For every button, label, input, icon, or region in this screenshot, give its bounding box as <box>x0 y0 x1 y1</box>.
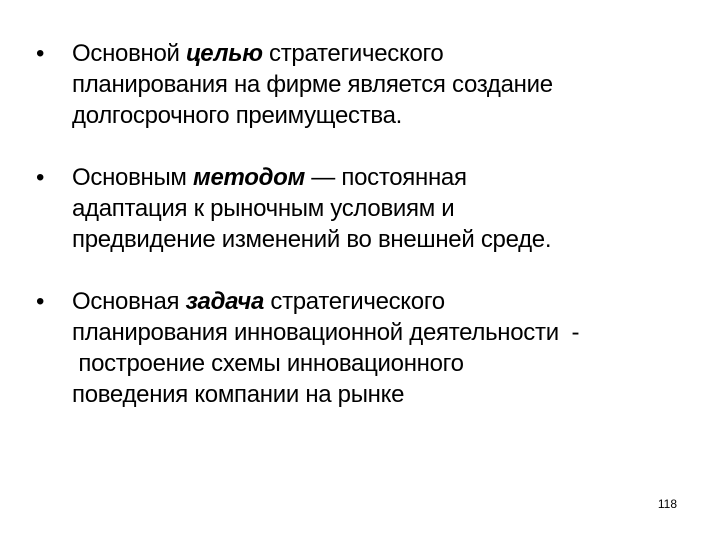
bullet-line: адаптация к рыночным условиям и <box>72 195 455 222</box>
line-text: — постоянная <box>304 164 467 191</box>
bullet-item-method <box>30 162 700 255</box>
bullet-marker: • <box>35 288 45 315</box>
bullet-line <box>72 38 700 69</box>
line-text: Основным <box>72 164 193 191</box>
line-text: стратегического <box>262 40 444 67</box>
bullet-line <box>72 162 700 193</box>
bullet-marker: • <box>35 164 45 191</box>
emphasized-term: задача <box>185 288 264 315</box>
bullet-marker: • <box>35 40 45 67</box>
bullet-item-task <box>30 286 700 410</box>
bullet-line <box>72 286 700 317</box>
bullet-item-goal <box>30 38 700 131</box>
page-number: 118 <box>657 497 677 511</box>
bullet-line: предвидение изменений во внешней среде. <box>72 226 552 253</box>
bullet-list <box>30 38 700 410</box>
emphasized-term: целью <box>186 40 263 67</box>
line-text: Основной <box>72 40 186 67</box>
bullet-line: планирования на фирме является создание <box>72 71 553 98</box>
bullet-line: построение схемы инновационного <box>72 350 464 377</box>
emphasized-term: методом <box>193 164 305 191</box>
bullet-line: долгосрочного преимущества. <box>72 102 402 129</box>
line-text: Основная <box>72 288 186 315</box>
bullet-line: планирования инновационной деятельности - <box>72 319 580 346</box>
line-text: стратегического <box>264 288 445 315</box>
bullet-line: поведения компании на рынке <box>72 381 405 408</box>
